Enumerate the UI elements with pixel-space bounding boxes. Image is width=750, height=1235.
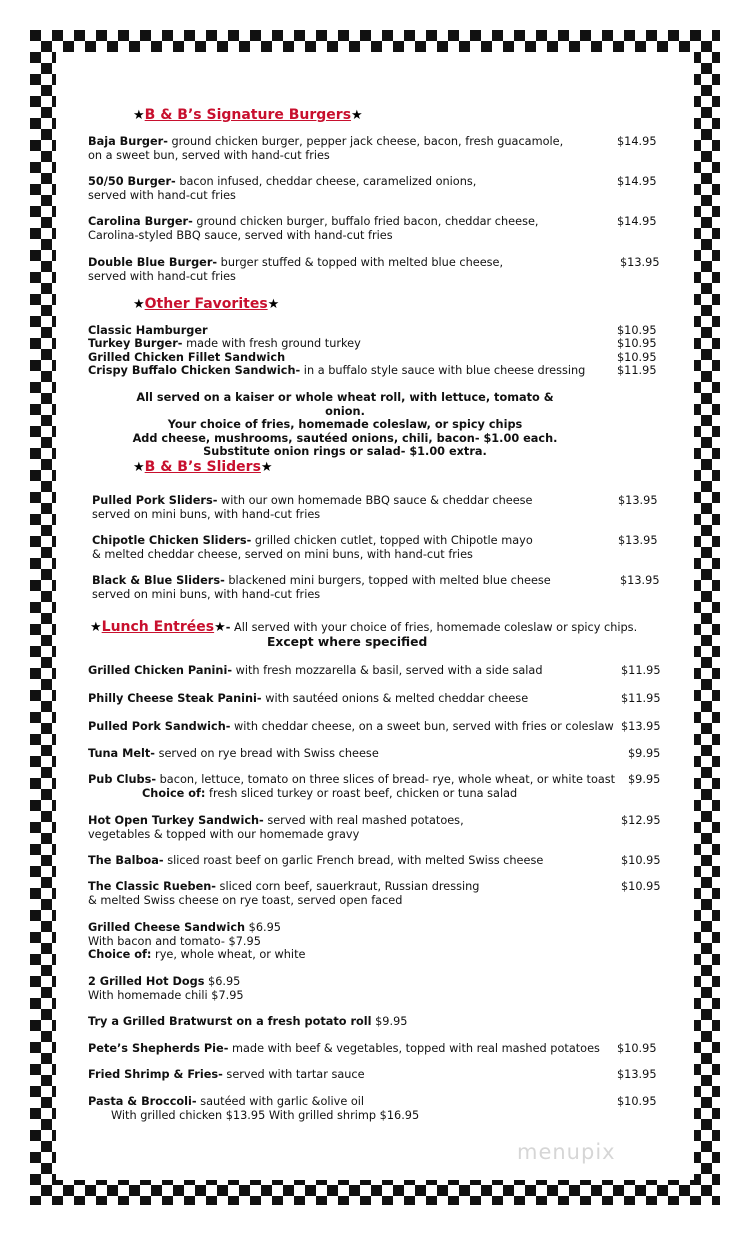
- menu-item-pub-clubs: Pub Clubs- bacon, lettuce, tomato on three slices of bread- rye, whole wheat, or white toast Choice of: fresh sliced turkey or roast beef, chicken or tuna salad: [88, 773, 616, 800]
- price: $10.95: [617, 351, 657, 364]
- other-favorites-title: Other Favorites: [144, 296, 268, 312]
- price: $10.95: [617, 337, 657, 350]
- menu-item-shepherds-pie: Pete’s Shepherds Pie- made with beef & vegetables, topped with real mashed potatoes: [88, 1042, 600, 1055]
- price: $13.95: [620, 574, 660, 587]
- menu-item-5050-burger: 50/50 Burger- bacon infused, cheddar cheese, caramelized onions, served with hand-cut fries: [88, 175, 477, 202]
- price: $11.95: [617, 364, 657, 377]
- sliders-title: B & B’s Sliders: [144, 459, 261, 475]
- price: $14.95: [617, 215, 657, 228]
- menu-item-chipotle-chicken-sliders: Chipotle Chicken Sliders- grilled chicken cutlet, topped with Chipotle mayo & melted cheddar cheese, served on mini buns, with hand-cut fries: [92, 534, 533, 561]
- menu-item-pulled-pork-sliders: Pulled Pork Sliders- with our own homemade BBQ sauce & cheddar cheese served on mini buns, with hand-cut fries: [92, 494, 533, 521]
- menu-item-black-blue-sliders: Black & Blue Sliders- blackened mini burgers, topped with melted blue cheese served on mini buns, with hand-cut fries: [92, 574, 551, 601]
- price: $13.95: [618, 494, 658, 507]
- star-icon: ★: [133, 460, 145, 475]
- star-icon: ★: [267, 297, 280, 312]
- menu-item-grilled-cheese: Grilled Cheese Sandwich $6.95 With bacon and tomato- $7.95 Choice of: rye, whole wheat, or white: [88, 921, 306, 962]
- price: $10.95: [617, 1042, 657, 1055]
- price: $13.95: [618, 534, 658, 547]
- star-icon: ★: [351, 108, 363, 123]
- price: $11.95: [621, 664, 661, 677]
- price: $9.95: [628, 773, 661, 786]
- price: $11.95: [621, 692, 661, 705]
- menu-item-pulled-pork-sandwich: Pulled Pork Sandwich- with cheddar cheese, on a sweet bun, served with fries or coleslaw: [88, 720, 614, 733]
- price: $13.95: [617, 1068, 657, 1081]
- except-where-specified: Except where specified: [267, 635, 428, 649]
- price: $13.95: [621, 720, 661, 733]
- menu-item-fried-shrimp: Fried Shrimp & Fries- served with tartar sauce: [88, 1068, 365, 1081]
- favorites-note: All served on a kaiser or whole wheat roll, with lettuce, tomato & onion. Your choice of fries, homemade coleslaw, or spicy chips Add cheese, mushrooms, sautéed onions, chili, bacon- $1.00 each. Substitute onion rings or salad- $1.00 extra.: [132, 391, 558, 458]
- menu-item-pasta-broccoli: Pasta & Broccoli- sautéed with garlic &olive oil With grilled chicken $13.95 With grilled shrimp $16.95: [88, 1095, 420, 1122]
- menu-item-turkey-burger: Turkey Burger- made with fresh ground turkey: [88, 337, 361, 350]
- menu-item-baja-burger: Baja Burger- ground chicken burger, pepper jack cheese, bacon, fresh guacamole, on a sweet bun, served with hand-cut fries: [88, 135, 564, 162]
- signature-burgers-heading: [133, 107, 363, 123]
- star-icon: ★: [133, 297, 145, 312]
- price: $14.95: [617, 135, 657, 148]
- price: $10.95: [621, 854, 661, 867]
- price: $9.95: [628, 747, 661, 760]
- menu-item-carolina-burger: Carolina Burger- ground chicken burger, buffalo fried bacon, cheddar cheese, Carolina-styled BBQ sauce, served with hand-cut fries: [88, 215, 539, 242]
- star-icon: ★: [260, 460, 273, 475]
- menu-item-grilled-chicken-panini: Grilled Chicken Panini- with fresh mozzarella & basil, served with a side salad: [88, 664, 543, 677]
- menu-item-double-blue-burger: Double Blue Burger- burger stuffed & topped with melted blue cheese, served with hand-cut fries: [88, 256, 504, 283]
- menu-item-classic-hamburger: Classic Hamburger: [88, 324, 208, 337]
- lunch-entrees-subtitle: All served with your choice of fries, homemade coleslaw or spicy chips.: [230, 621, 638, 634]
- lunch-entrees-title: Lunch Entrées: [101, 619, 215, 635]
- price: $13.95: [620, 256, 660, 269]
- star-icon: ★: [133, 108, 145, 123]
- sliders-heading: [133, 459, 273, 475]
- menu-item-tuna-melt: Tuna Melt- served on rye bread with Swiss cheese: [88, 747, 379, 760]
- menu-item-philly-cheese-steak: Philly Cheese Steak Panini- with sautéed onions & melted cheddar cheese: [88, 692, 529, 705]
- signature-burgers-title: B & B’s Signature Burgers: [144, 107, 352, 123]
- menu-item-bratwurst: Try a Grilled Bratwurst on a fresh potato roll $9.95: [88, 1015, 408, 1028]
- watermark-logo: menupix: [517, 1140, 616, 1164]
- price: $14.95: [617, 175, 657, 188]
- star-icon: ★: [90, 620, 102, 635]
- price: $10.95: [621, 880, 661, 893]
- menu-item-grilled-chicken-fillet: Grilled Chicken Fillet Sandwich: [88, 351, 286, 364]
- menu-item-hot-open-turkey: Hot Open Turkey Sandwich- served with real mashed potatoes, vegetables & topped with our homemade gravy: [88, 814, 464, 841]
- menu-item-crispy-buffalo-chicken: Crispy Buffalo Chicken Sandwich- in a buffalo style sauce with blue cheese dressing: [88, 364, 586, 377]
- other-favorites-heading: [133, 296, 279, 312]
- price: $12.95: [621, 814, 661, 827]
- price: $10.95: [617, 1095, 657, 1108]
- price: $10.95: [617, 324, 657, 337]
- menu-item-hot-dogs: 2 Grilled Hot Dogs $6.95 With homemade chili $7.95: [88, 975, 244, 1002]
- menu-item-classic-rueben: The Classic Rueben- sliced corn beef, sauerkraut, Russian dressing & melted Swiss cheese on rye toast, served open faced: [88, 880, 480, 907]
- star-icon: ★: [214, 620, 226, 635]
- lunch-entrees-heading: ★Lunch Entrées★- All served with your choice of fries, homemade coleslaw or spicy chips.: [90, 619, 638, 635]
- menu-item-balboa: The Balboa- sliced roast beef on garlic French bread, with melted Swiss cheese: [88, 854, 544, 867]
